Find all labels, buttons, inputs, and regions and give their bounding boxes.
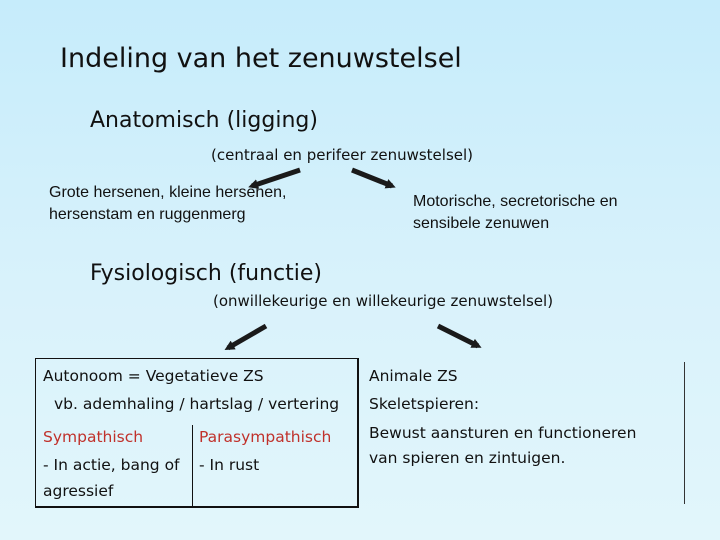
parasympathisch-line-1: - In rust [199,456,260,474]
fysiologisch-subtitle: (onwillekeurige en willekeurige zenuwstelsel) [213,292,554,310]
arrow-to-centraal-icon [252,170,300,186]
arrow-to-perifeer-icon [352,170,392,186]
perifeer-line-1: Motorische, secretorische en [413,193,618,210]
centraal-line-2: hersenstam en ruggenmerg [49,206,246,223]
autonoom-example: vb. ademhaling / hartslag / vertering [54,395,340,413]
parasympathisch-label: Parasympathisch [199,428,332,446]
autonoom-title: Autonoom = Vegetatieve ZS [43,367,264,385]
arrow-to-animale-icon [438,326,478,346]
sympathisch-line-2: agressief [43,482,114,500]
arrow-to-autonoom-icon [228,326,266,348]
animale-title: Animale ZS [369,367,458,385]
sympathisch-label: Sympathisch [43,428,144,446]
centraal-line-1: Grote hersenen, kleine hersenen, [49,184,287,201]
anatomisch-heading: Anatomisch (ligging) [90,108,318,133]
page-title: Indeling van het zenuwstelsel [60,43,462,74]
fysiologisch-heading: Fysiologisch (functie) [90,261,322,286]
animale-line-1: Skeletspieren: [369,395,480,413]
animale-line-2: Bewust aansturen en functioneren [369,424,637,442]
perifeer-line-2: sensibele zenuwen [413,215,550,232]
animale-line-3: van spieren en zintuigen. [369,449,566,467]
sympathisch-line-1: - In actie, bang of [43,456,180,474]
anatomisch-subtitle: (centraal en perifeer zenuwstelsel) [211,146,474,164]
